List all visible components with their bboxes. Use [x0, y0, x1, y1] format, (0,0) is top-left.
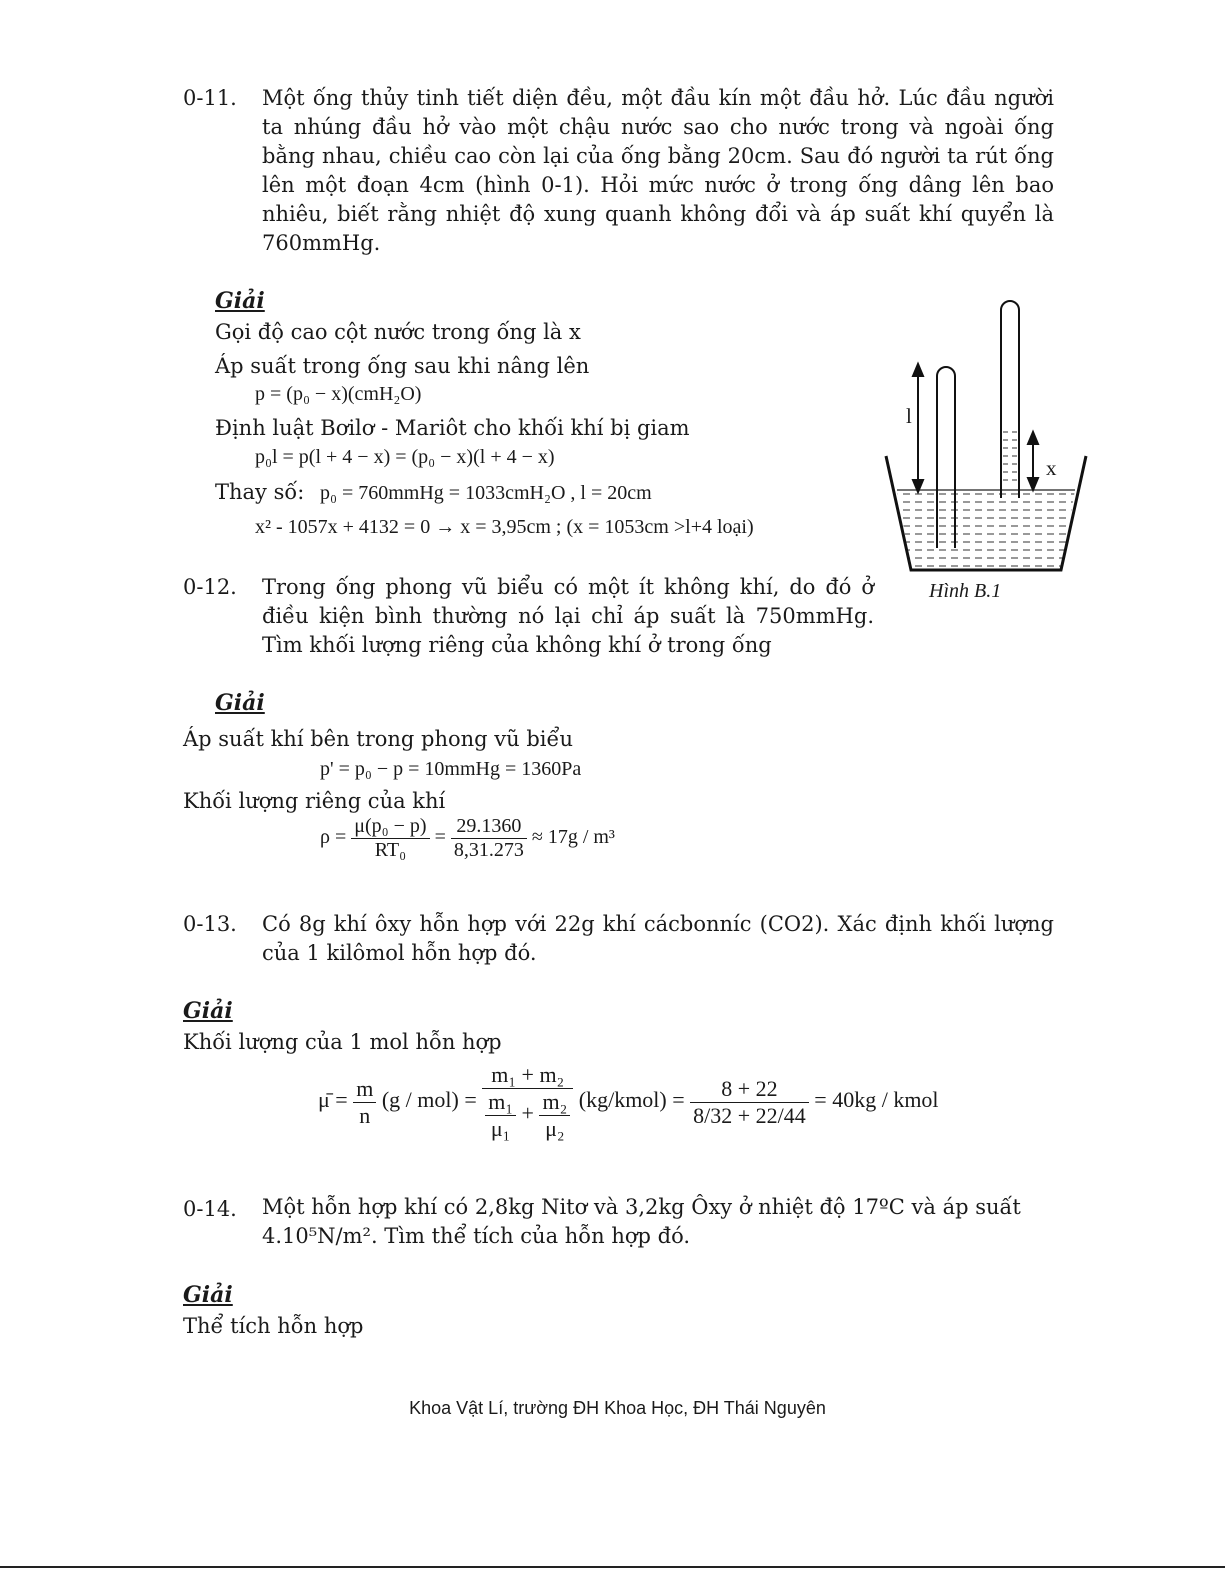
mu-den-b [539, 1089, 570, 1142]
arrow-x [1028, 432, 1038, 490]
mu-den-a-num: m₁ [485, 1089, 516, 1116]
solution-11-line2: Áp suất trong ống sau khi nâng lên [215, 354, 590, 378]
rho-den2: 8,31.273 [453, 839, 524, 861]
bottom-rule [0, 1566, 1225, 1568]
mu-m: m [353, 1076, 376, 1103]
mu-n: n [359, 1102, 371, 1128]
mu-den-b-num: m₂ [539, 1089, 570, 1116]
problem-14-text-b: 4.10⁵N/m². Tìm thể tích của hỗn hợp đó. [262, 1224, 691, 1248]
solution-11-eq1: p = (p₀ − x)(cmH₂O) [255, 383, 422, 405]
page-footer: Khoa Vật Lí, trường ĐH Khoa Học, ĐH Thái Nguyên [409, 1398, 826, 1418]
mu-den-a [485, 1089, 516, 1142]
figure-b1 [878, 298, 1093, 583]
mu-unit1: (g / mol) = [381, 1087, 477, 1113]
mu-denominator [482, 1089, 573, 1142]
solution-11-line1: Gọi độ cao cột nước trong ống là x [215, 320, 581, 344]
rho-num2: 29.1360 [451, 815, 527, 839]
solution-13-mu-equation [318, 1062, 939, 1142]
problem-13-text: Có 8g khí ôxy hỗn hợp với 22g khí cácbonníc (CO2). Xác định khối lượng của 1 kilômol hỗn hợp đó. [262, 912, 1054, 965]
rho-num1: μ(p₀ − p) [351, 815, 429, 839]
mu-sum: m₁ + m₂ [482, 1062, 573, 1089]
problem-12-text: Trong ống phong vũ biểu có một ít không khí, do đó ở điều kiện bình thường nó lại chỉ áp suất là 750mmHg. Tìm khối lượng riêng của không khí ở trong ống [262, 575, 874, 657]
solution-12-line1: Áp suất khí bên trong phong vũ biểu [183, 727, 573, 751]
mu-value-fraction [690, 1076, 809, 1129]
problem-13-number: 0-13. [183, 912, 237, 936]
figure-caption: Hình B.1 [929, 580, 1002, 602]
mu-unit2: (kg/kmol) = [578, 1087, 685, 1113]
problem-14-number: 0-14. [183, 1197, 237, 1221]
solution-13-heading: Giải [183, 998, 233, 1024]
solution-14-heading: Giải [183, 1282, 233, 1308]
mu-m-over-n [353, 1076, 376, 1129]
figure-label-x: x [1046, 456, 1057, 480]
mu-den-plus: + [521, 1100, 534, 1126]
rho-fraction-numeric [451, 815, 527, 862]
rho-fraction-symbolic [351, 815, 429, 862]
rho-eq: = [434, 826, 446, 849]
mu-lhs: μ̄ = [318, 1087, 348, 1113]
solution-11-line4-eq: p₀ = 760mmHg = 1033cmH₂O , l = 20cm [320, 482, 652, 504]
mu-big-fraction [482, 1062, 573, 1142]
figure-label-l: l [906, 404, 912, 428]
solution-11-line4-label: Thay số: [215, 480, 305, 504]
mu-val-den: 8/32 + 22/44 [693, 1102, 806, 1128]
rho-lhs: ρ = [320, 826, 347, 849]
solution-11-heading: Giải [215, 288, 265, 314]
mu-val-num: 8 + 22 [690, 1076, 809, 1103]
problem-14-text-a: Một hỗn hợp khí có 2,8kg Nitơ và 3,2kg Ôxy ở nhiệt độ 17ºC và áp suất [262, 1195, 1021, 1219]
rho-result: ≈ 17g / m³ [531, 826, 615, 849]
arrow-l [913, 364, 923, 492]
mu-result: = 40kg / kmol [814, 1087, 939, 1113]
solution-11-line3: Định luật Bơilơ - Mariôt cho khối khí bị giam [215, 416, 690, 440]
problem-11-number: 0-11. [183, 86, 237, 110]
solution-11-eq2: p₀l = p(l + 4 − x) = (p₀ − x)(l + 4 − x) [255, 446, 555, 468]
solution-12-eq1: p' = p₀ − p = 10mmHg = 1360Pa [320, 758, 582, 780]
solution-12-rho-equation [320, 815, 615, 862]
solution-11-eq3: x² - 1057x + 4132 = 0 → x = 3,95cm ; (x = 1053cm >l+4 loại) [255, 516, 754, 538]
mu-den-a-den: μ₁ [490, 1116, 511, 1141]
right-tube [1001, 301, 1019, 498]
solution-13-line1: Khối lượng của 1 mol hỗn hợp [183, 1030, 502, 1054]
rho-den1: RT₀ [374, 839, 407, 861]
solution-12-line2: Khối lượng riêng của khí [183, 789, 446, 813]
solution-14-line1: Thể tích hỗn hợp [183, 1314, 364, 1338]
mu-den-b-den: μ₂ [545, 1116, 565, 1141]
right-tube-water [1003, 432, 1017, 480]
solution-12-heading: Giải [215, 690, 265, 716]
problem-12-number: 0-12. [183, 575, 237, 599]
problem-11-text: Một ống thủy tinh tiết diện đều, một đầu kín một đầu hở. Lúc đầu người ta nhúng đầu hở vào một chậu nước sao cho nước trong và ngoài ống bằng nhau, chiều cao còn lại của ống bằng 20cm. Sau đó người ta rút ống lên một đoạn 4cm (hình 0-1). Hỏi mức nước ở trong ống dâng lên bao nhiêu, biết rằng nhiệt độ xung quanh không đổi và áp suất khí quyển là 760mmHg. [262, 86, 1054, 255]
water [897, 490, 1075, 568]
